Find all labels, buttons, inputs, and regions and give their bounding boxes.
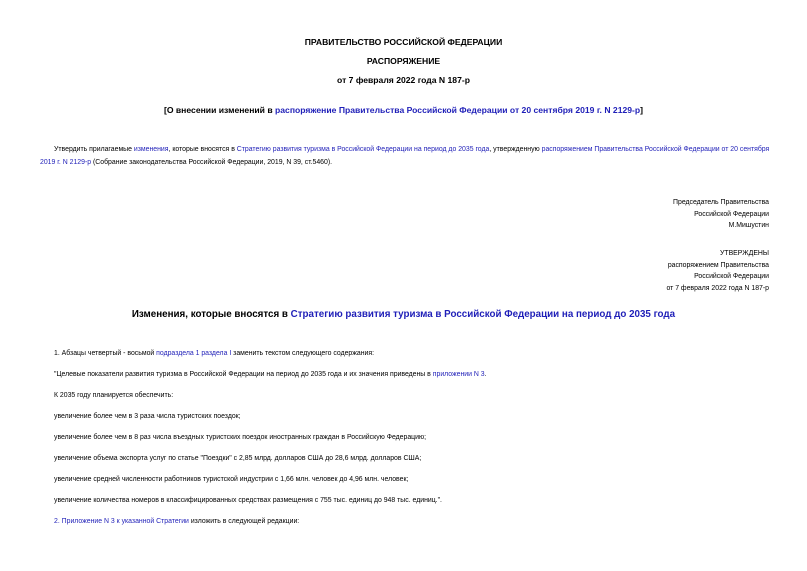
- intro-text-3: , утвержденную: [489, 146, 542, 153]
- appendix-link[interactable]: приложении N 3: [432, 371, 485, 378]
- signature-line: Председатель Правительства: [673, 199, 769, 206]
- approved-block: [666, 248, 769, 294]
- approved-line: от 7 февраля 2022 года N 187-р: [666, 284, 769, 292]
- approved-line: Российской Федерации: [694, 273, 769, 281]
- intro-paragraph: [40, 144, 770, 169]
- signature-block: [673, 197, 769, 232]
- list-item: увеличение объема экспорта услуг по статье "Поездки" с 2,85 млрд. долларов США до 28,6 млрд. долларов США;: [54, 455, 422, 462]
- changes-link[interactable]: изменения: [133, 146, 169, 153]
- list-item: увеличение количества номеров в классифицированных средствах размещения с 755 тыс. единиц до 948 тыс. единиц.".: [54, 497, 442, 504]
- intro-text-4: (Собрание законодательства Российской Федерации, 2019, N 39, ст.5460).: [91, 158, 333, 166]
- document-date: от 7 февраля 2022 года N 187-р: [337, 75, 470, 85]
- item-number: 2.: [54, 518, 62, 525]
- intro-text-2: , которые вносятся в: [168, 146, 237, 153]
- signature-name: М.Мишустин: [728, 222, 769, 230]
- subsection-link[interactable]: подраздела 1 раздела I: [156, 350, 232, 357]
- item-text: 1. Абзацы четвертый - восьмой: [54, 350, 157, 357]
- list-item: увеличение средней численности работников туристской индустрии с 1,66 млн. человек до 4,96 млн. человек;: [54, 476, 409, 483]
- order-link[interactable]: распоряжением Правительства Российской Федерации от 20 сентября 2019 г. N 2129-р: [40, 146, 770, 166]
- intro-text-1: Утвердить прилагаемые: [54, 146, 134, 153]
- changes-heading: [0, 309, 807, 320]
- list-item: К 2035 году планируется обеспечить:: [54, 392, 174, 399]
- title-suffix: ]: [640, 105, 644, 115]
- item-text: заменить текстом следующего содержания:: [231, 350, 374, 357]
- item-text: "Целевые показатели развития туризма в Российской Федерации на период до 2035 года и их значения приведены в: [54, 371, 433, 378]
- changes-heading-link[interactable]: Стратегию развития туризма в Российской Федерации на период до 2035 года: [290, 309, 676, 320]
- strategy-link[interactable]: Стратегию развития туризма в Российской Федерации на период до 2035 года: [236, 146, 490, 153]
- item-text: изложить в следующей редакции:: [188, 518, 300, 525]
- document-title: [0, 105, 807, 115]
- item-text: .: [484, 371, 487, 378]
- signature-line: Российской Федерации: [694, 210, 769, 218]
- list-item: увеличение более чем в 3 раза числа туристских поездок;: [54, 413, 241, 420]
- list-item: [54, 518, 774, 525]
- changes-heading-text: Изменения, которые вносятся в: [131, 309, 291, 320]
- list-item: [54, 350, 774, 357]
- approved-line: распоряжением Правительства: [667, 261, 769, 269]
- title-link[interactable]: распоряжение Правительства Российской Федерации от 20 сентября 2019 г. N 2129-р: [275, 105, 641, 115]
- list-item: увеличение более чем в 8 раз числа въездных туристских поездок иностранных граждан в Российскую Федерацию;: [54, 434, 427, 441]
- approved-line: УТВЕРЖДЕНЫ: [720, 250, 769, 257]
- list-item: [54, 371, 774, 378]
- document-type: РАСПОРЯЖЕНИЕ: [366, 56, 441, 66]
- title-prefix: [О внесении изменений в: [163, 105, 276, 115]
- government-heading: ПРАВИТЕЛЬСТВО РОССИЙСКОЙ ФЕДЕРАЦИИ: [304, 37, 503, 47]
- appendix-strategy-link[interactable]: Приложение N 3 к указанной Стратегии: [61, 518, 189, 525]
